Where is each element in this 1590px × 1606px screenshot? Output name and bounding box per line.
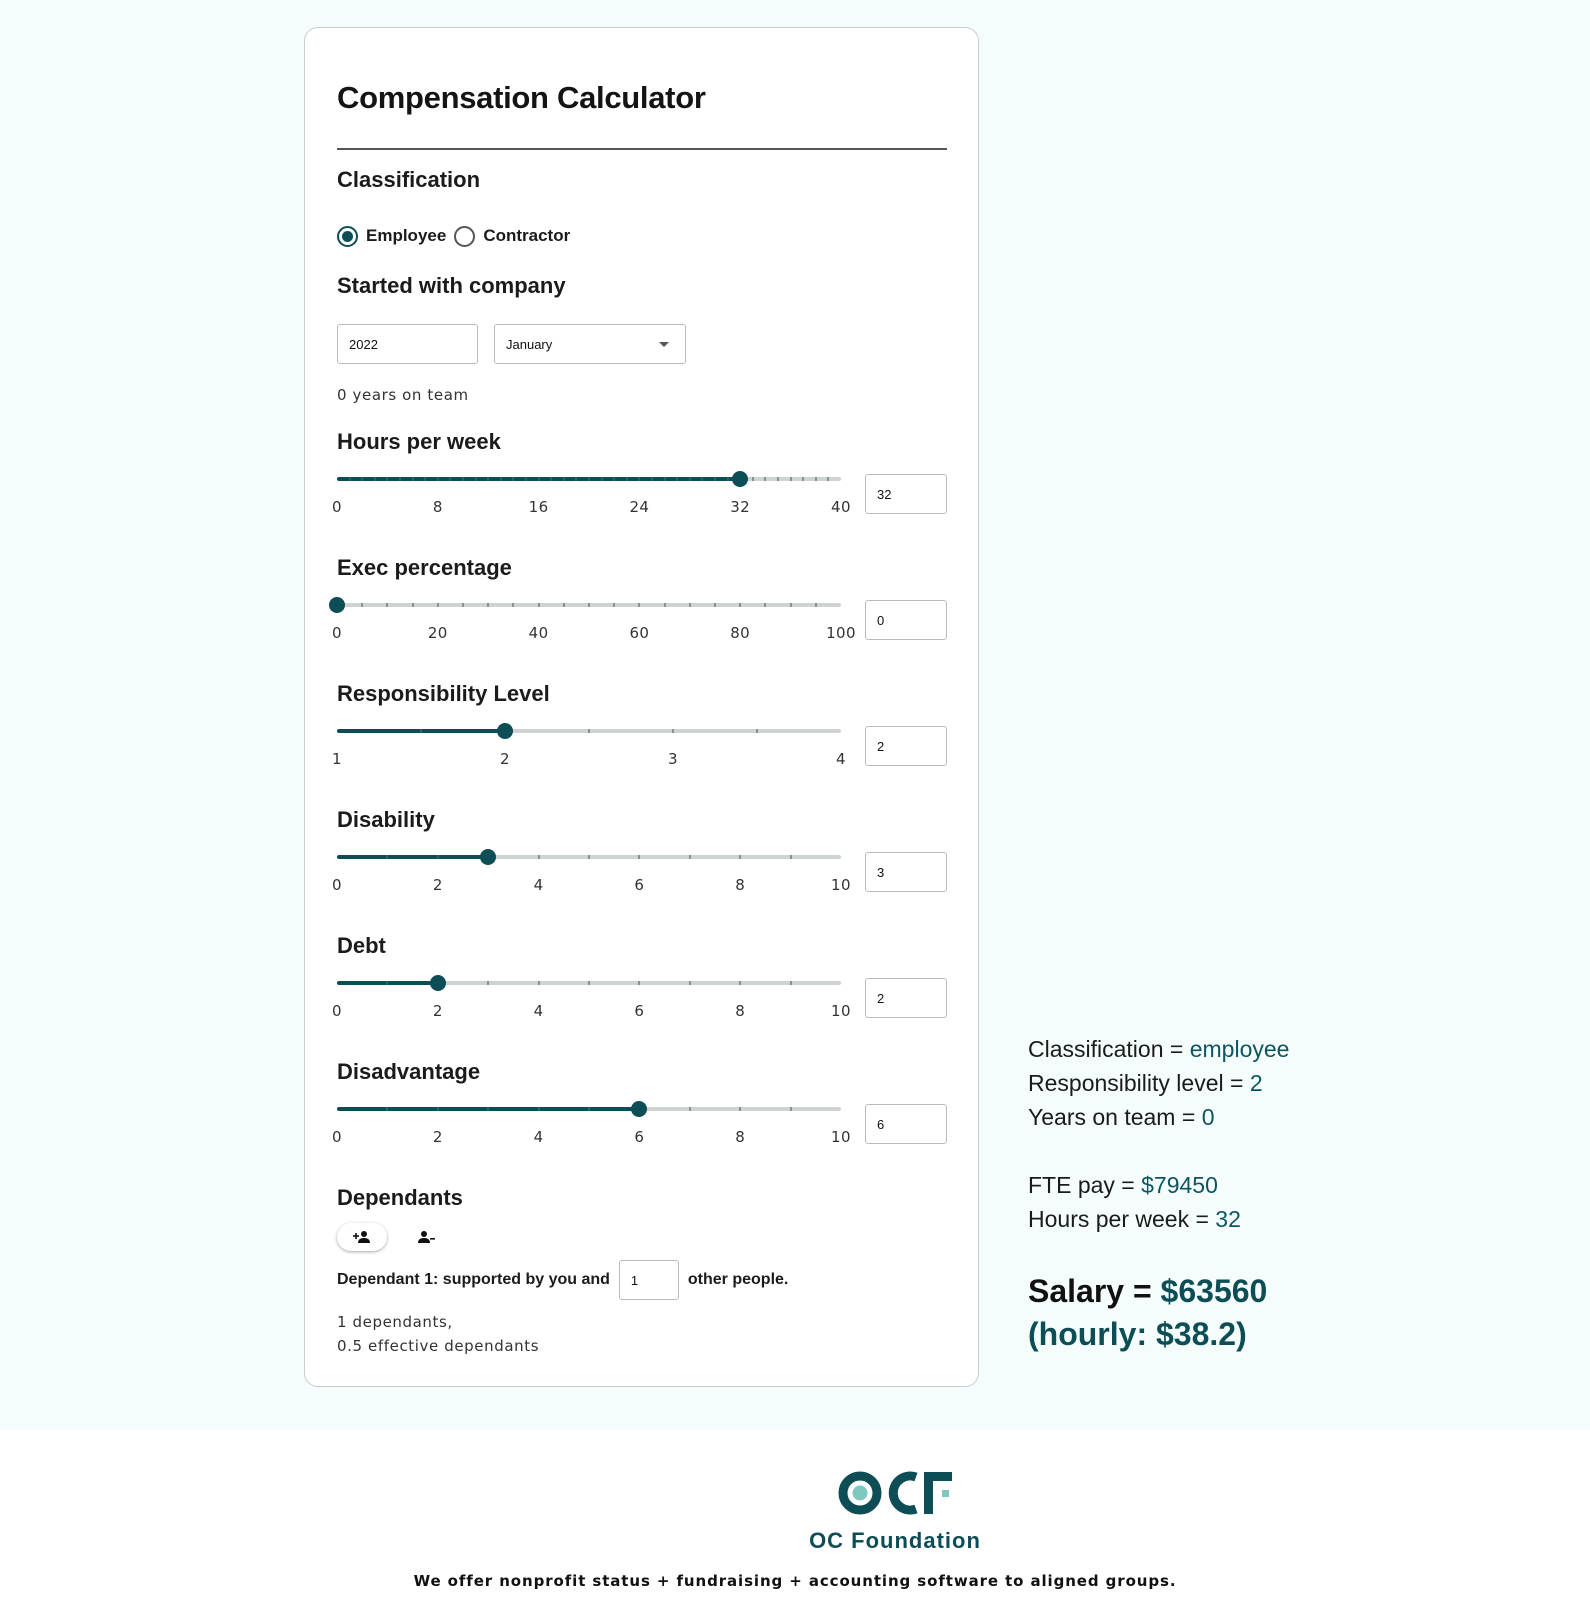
exec-slider-thumb[interactable]	[329, 597, 345, 613]
calculator-card	[304, 27, 979, 1387]
debt-slider-label: 2	[432, 1002, 443, 1020]
disadvantage-slider[interactable]	[332, 1098, 851, 1158]
title-divider	[337, 148, 947, 150]
exec-slider-tick	[487, 603, 489, 607]
responsibility-heading: Responsibility Level	[337, 681, 550, 706]
disadvantage-slider-tick	[588, 1107, 590, 1111]
disadvantage-slider-label: 4	[533, 1128, 544, 1146]
debt-slider[interactable]	[332, 972, 851, 1032]
disability-slider-tick	[790, 855, 792, 859]
debt-slider-tick	[538, 981, 540, 985]
debt-slider-tick	[588, 981, 590, 985]
hours-slider-tick	[525, 477, 527, 481]
result-years: Years on team = 0	[1028, 1104, 1215, 1130]
exec-slider-label: 100	[826, 624, 856, 642]
hours-slider-tick	[361, 477, 363, 481]
result-responsibility-value: 2	[1249, 1070, 1263, 1096]
exec-slider-tick	[664, 603, 666, 607]
hours-slider-tick	[752, 477, 754, 481]
hours-slider-tick	[538, 477, 540, 481]
disability-slider-label: 6	[634, 876, 645, 894]
responsibility-slider[interactable]	[332, 720, 846, 780]
disability-slider-label: 10	[831, 876, 851, 894]
exec-slider-tick	[815, 603, 817, 607]
exec-heading: Exec percentage	[337, 555, 512, 580]
hours-slider-tick	[563, 477, 565, 481]
debt-input[interactable]: 2	[865, 978, 947, 1018]
exec-slider-label: 80	[730, 624, 751, 642]
chevron-down-icon	[659, 342, 669, 347]
hours-input[interactable]: 32	[865, 474, 947, 514]
result-hours-value: 32	[1215, 1206, 1241, 1232]
exec-slider-tick	[638, 603, 640, 607]
hours-slider-tick	[424, 477, 426, 481]
debt-slider-tick	[386, 981, 388, 985]
start-month-select[interactable]	[494, 324, 686, 364]
disadvantage-slider-tick	[790, 1107, 792, 1111]
exec-slider-tick	[412, 603, 414, 607]
classification-radio-group	[337, 224, 578, 248]
hours-slider-tick	[512, 477, 514, 481]
exec-slider-tick	[790, 603, 792, 607]
result-classification: Classification = employee	[1028, 1036, 1290, 1062]
employee-radio-label[interactable]: Employee	[366, 226, 447, 245]
debt-slider-tick	[638, 981, 640, 985]
dependant-1-prefix: Dependant 1: supported by you and	[337, 1271, 610, 1288]
exec-slider-tick	[613, 603, 615, 607]
debt-slider-label: 10	[831, 1002, 851, 1020]
hours-slider-tick	[412, 477, 414, 481]
hours-slider-tick	[651, 477, 653, 481]
disadvantage-slider-label: 10	[831, 1128, 851, 1146]
disadvantage-slider-label: 6	[634, 1128, 645, 1146]
responsibility-slider-label: 3	[668, 750, 678, 768]
disability-slider-tick	[588, 855, 590, 859]
hours-slider-tick	[626, 477, 628, 481]
exec-input[interactable]: 0	[865, 600, 947, 640]
hours-slider-tick	[790, 477, 792, 481]
disadvantage-slider-label: 8	[735, 1128, 746, 1146]
hours-slider-tick	[802, 477, 804, 481]
effective-dependants-note: 0.5 effective dependants	[337, 1337, 540, 1355]
employee-radio[interactable]	[337, 226, 358, 247]
responsibility-slider-tick	[588, 729, 590, 733]
hours-slider-tick	[638, 477, 640, 481]
hours-slider-tick	[462, 477, 464, 481]
exec-slider-tick	[588, 603, 590, 607]
started-heading: Started with company	[337, 273, 566, 298]
disadvantage-slider-tick	[689, 1107, 691, 1111]
disadvantage-slider-tick	[386, 1107, 388, 1111]
hours-slider-tick	[386, 477, 388, 481]
person-add-icon	[353, 1230, 371, 1244]
debt-slider-label: 6	[634, 1002, 645, 1020]
responsibility-slider-tick	[420, 729, 422, 733]
hours-slider-tick	[399, 477, 401, 481]
result-classification-value: employee	[1189, 1036, 1290, 1062]
disadvantage-heading: Disadvantage	[337, 1059, 481, 1084]
hours-slider-tick	[550, 477, 552, 481]
disadvantage-slider-tick	[437, 1107, 439, 1111]
result-hours: Hours per week = 32	[1028, 1206, 1241, 1232]
hours-slider-tick	[613, 477, 615, 481]
hours-slider-tick	[777, 477, 779, 481]
debt-slider-thumb[interactable]	[430, 975, 446, 991]
hours-slider-tick	[487, 477, 489, 481]
responsibility-slider-label: 1	[332, 750, 342, 768]
disadvantage-slider-tick	[538, 1107, 540, 1111]
salary-line: Salary = $63560	[1028, 1273, 1268, 1309]
exec-slider-tick	[714, 603, 716, 607]
responsibility-slider-label: 2	[500, 750, 510, 768]
disadvantage-slider-tick	[487, 1107, 489, 1111]
results-panel	[1028, 1032, 1289, 1236]
dependants-heading: Dependants	[337, 1185, 463, 1210]
disability-slider-label: 0	[332, 876, 342, 894]
hours-slider-tick	[588, 477, 590, 481]
contractor-radio-label[interactable]: Contractor	[483, 226, 571, 245]
exec-slider-tick	[739, 603, 741, 607]
hours-slider-tick	[349, 477, 351, 481]
dependants-count-note: 1 dependants,	[337, 1313, 453, 1331]
disability-slider-thumb[interactable]	[480, 849, 496, 865]
disability-slider-tick	[437, 855, 439, 859]
start-month-value: January	[506, 336, 553, 352]
exec-slider-label: 60	[629, 624, 650, 642]
exec-slider-tick	[361, 603, 363, 607]
exec-slider-tick	[437, 603, 439, 607]
hours-slider-tick	[374, 477, 376, 481]
exec-slider-tick	[689, 603, 691, 607]
tagline: We offer nonprofit status + fundraising + accounting software to aligned groups.	[413, 1572, 1177, 1590]
disability-slider-tick	[739, 855, 741, 859]
start-year-input[interactable]: 2022	[337, 324, 478, 364]
disability-slider-label: 2	[432, 876, 443, 894]
hours-slider-tick	[689, 477, 691, 481]
disadvantage-slider-label: 2	[432, 1128, 443, 1146]
hours-slider-tick	[449, 477, 451, 481]
hours-slider-label: 24	[629, 498, 650, 516]
debt-slider-tick	[487, 981, 489, 985]
disadvantage-slider-label: 0	[332, 1128, 342, 1146]
disability-slider-tick	[386, 855, 388, 859]
responsibility-slider-label: 4	[836, 750, 846, 768]
remove-dependant-button[interactable]	[401, 1223, 451, 1251]
disability-slider-tick	[689, 855, 691, 859]
add-dependant-button[interactable]	[337, 1223, 387, 1251]
debt-slider-tick	[689, 981, 691, 985]
debt-slider-tick	[790, 981, 792, 985]
exec-slider-label: 20	[427, 624, 448, 642]
hours-slider-tick	[676, 477, 678, 481]
hours-slider[interactable]	[332, 468, 851, 528]
disability-slider-fill	[337, 855, 488, 859]
hours-slider-tick	[475, 477, 477, 481]
exec-slider[interactable]	[332, 594, 856, 654]
result-fte-value: $79450	[1141, 1172, 1218, 1198]
salary-value: $63560	[1160, 1273, 1268, 1309]
debt-slider-label: 4	[533, 1002, 544, 1020]
debt-heading: Debt	[337, 933, 386, 958]
hourly-rate: (hourly: $38.2)	[1028, 1316, 1247, 1352]
hours-slider-label: 0	[332, 498, 342, 516]
hours-slider-tick	[575, 477, 577, 481]
disability-slider[interactable]	[332, 846, 851, 906]
disability-slider-label: 4	[533, 876, 544, 894]
responsibility-slider-tick	[756, 729, 758, 733]
disability-input[interactable]: 3	[865, 852, 947, 892]
debt-slider-tick	[739, 981, 741, 985]
hours-slider-tick	[815, 477, 817, 481]
exec-slider-tick	[386, 603, 388, 607]
result-years-value: 0	[1201, 1104, 1215, 1130]
years-on-team-note: 0 years on team	[337, 386, 469, 404]
disability-slider-tick	[538, 855, 540, 859]
hours-slider-tick	[437, 477, 439, 481]
org-name: OC Foundation	[809, 1528, 981, 1553]
dependant-1-others-input[interactable]: 1	[619, 1260, 679, 1300]
hours-heading: Hours per week	[337, 429, 501, 454]
hours-slider-tick	[764, 477, 766, 481]
result-responsibility: Responsibility level = 2	[1028, 1070, 1263, 1096]
hours-slider-tick	[714, 477, 716, 481]
exec-slider-tick	[538, 603, 540, 607]
classification-heading: Classification	[337, 167, 481, 192]
hours-slider-label: 40	[831, 498, 851, 516]
hours-slider-tick	[827, 477, 829, 481]
exec-slider-label: 0	[332, 624, 342, 642]
exec-slider-tick	[512, 603, 514, 607]
hours-slider-tick	[664, 477, 666, 481]
dependant-1-suffix: other people.	[687, 1271, 789, 1288]
result-fte-pay: FTE pay = $79450	[1028, 1172, 1218, 1198]
responsibility-input[interactable]: 2	[865, 726, 947, 766]
disadvantage-slider-thumb[interactable]	[631, 1101, 647, 1117]
hours-slider-label: 16	[528, 498, 549, 516]
hours-slider-tick	[500, 477, 502, 481]
disadvantage-slider-tick	[739, 1107, 741, 1111]
hours-slider-tick	[727, 477, 729, 481]
responsibility-slider-tick	[672, 729, 674, 733]
disadvantage-input[interactable]: 6	[865, 1104, 947, 1144]
debt-slider-label: 8	[735, 1002, 746, 1020]
disability-slider-label: 8	[735, 876, 746, 894]
disability-heading: Disability	[337, 807, 435, 832]
responsibility-slider-thumb[interactable]	[497, 723, 513, 739]
disability-slider-tick	[638, 855, 640, 859]
exec-slider-label: 40	[528, 624, 549, 642]
contractor-radio[interactable]	[454, 226, 475, 247]
hours-slider-label: 8	[432, 498, 443, 516]
dependant-1-row	[337, 1260, 788, 1300]
exec-slider-tick	[764, 603, 766, 607]
hours-slider-label: 32	[730, 498, 751, 516]
debt-slider-label: 0	[332, 1002, 342, 1020]
ocf-logo	[838, 1468, 952, 1518]
exec-slider-tick	[462, 603, 464, 607]
hours-slider-thumb[interactable]	[732, 471, 748, 487]
exec-slider-tick	[563, 603, 565, 607]
hours-slider-tick	[601, 477, 603, 481]
dependants-buttons	[337, 1223, 451, 1251]
hours-slider-tick	[701, 477, 703, 481]
page-title: Compensation Calculator	[337, 80, 706, 115]
salary-summary	[1028, 1270, 1267, 1356]
person-remove-icon	[417, 1230, 435, 1244]
